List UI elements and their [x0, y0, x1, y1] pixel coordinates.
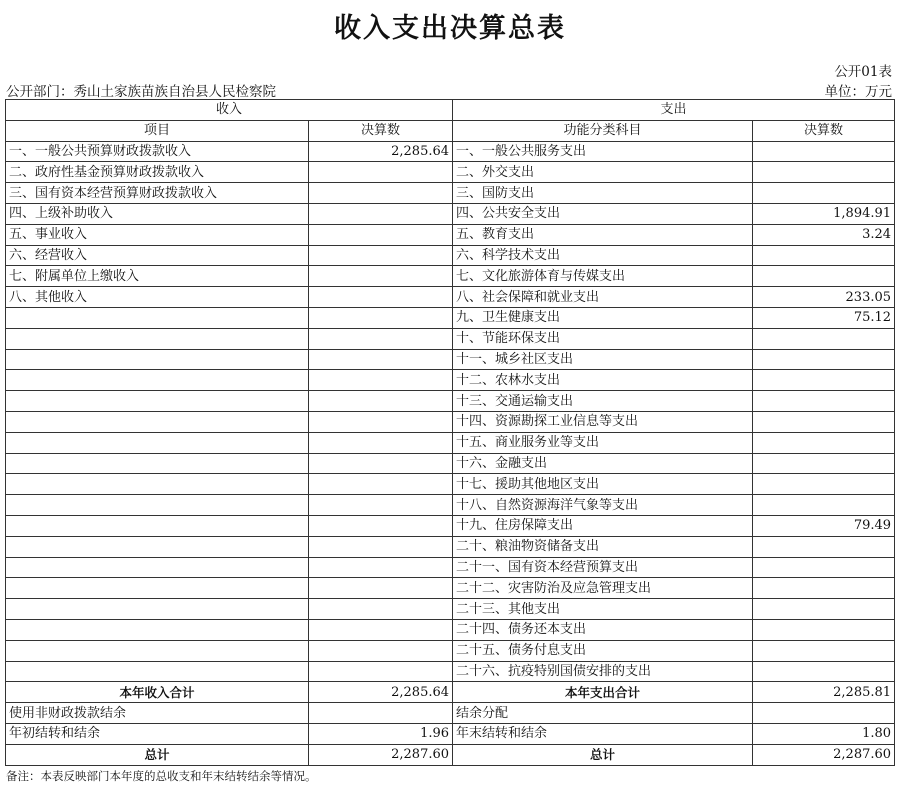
item-header: 项目 [6, 120, 309, 141]
income-item-label [6, 661, 309, 682]
income-item-value: 2,285.64 [309, 141, 453, 162]
expense-item-value [753, 245, 895, 266]
income-item-label [6, 599, 309, 620]
header-row-group [6, 100, 895, 121]
income-item-value [309, 287, 453, 308]
income-item-value [309, 307, 453, 328]
expense-item-label: 十八、自然资源海洋气象等支出 [453, 495, 753, 516]
income-item-value [309, 183, 453, 204]
grand-income-value: 2,287.60 [309, 744, 453, 765]
budget-table [5, 99, 895, 766]
table-row [6, 432, 895, 453]
expense-item-value [753, 370, 895, 391]
func-item-header: 功能分类科目 [453, 120, 753, 141]
income-item-label [6, 432, 309, 453]
income-item-label [6, 536, 309, 557]
income-item-value [309, 203, 453, 224]
income-item-value [309, 599, 453, 620]
expense-item-label: 十一、城乡社区支出 [453, 349, 753, 370]
grand-expense-label: 总计 [453, 744, 753, 765]
amount-header-2: 决算数 [753, 120, 895, 141]
income-item-value [309, 661, 453, 682]
expense-item-value [753, 411, 895, 432]
income-item-label [6, 557, 309, 578]
expense-item-value [753, 141, 895, 162]
table-row [6, 183, 895, 204]
table-row [6, 578, 895, 599]
expense-item-value [753, 619, 895, 640]
year-expense-value: 2,285.81 [753, 682, 895, 703]
expense-item-value [753, 266, 895, 287]
income-item-label: 四、上级补助收入 [6, 203, 309, 224]
expense-item-value [753, 453, 895, 474]
grand-expense-value: 2,287.60 [753, 744, 895, 765]
table-row [6, 557, 895, 578]
nonfiscal-value [309, 703, 453, 724]
income-item-label [6, 619, 309, 640]
income-header: 收入 [6, 100, 453, 121]
expense-item-label: 二十六、抗疫特别国债安排的支出 [453, 661, 753, 682]
expense-item-label: 二十一、国有资本经营预算支出 [453, 557, 753, 578]
expense-item-label: 二十二、灾害防治及应急管理支出 [453, 578, 753, 599]
income-item-label: 六、经营收入 [6, 245, 309, 266]
grand-income-label: 总计 [6, 744, 309, 765]
expense-item-label: 十二、农林水支出 [453, 370, 753, 391]
table-row [6, 599, 895, 620]
expense-item-value [753, 578, 895, 599]
income-item-value [309, 640, 453, 661]
income-item-label: 三、国有资本经营预算财政拨款收入 [6, 183, 309, 204]
income-item-value [309, 370, 453, 391]
expense-item-value [753, 495, 895, 516]
year-expense-label: 本年支出合计 [453, 682, 753, 703]
income-item-value [309, 245, 453, 266]
expense-item-value: 75.12 [753, 307, 895, 328]
table-row [6, 515, 895, 536]
income-item-label: 七、附属单位上缴收入 [6, 266, 309, 287]
year-total-row [6, 682, 895, 703]
income-item-label [6, 474, 309, 495]
income-item-label [6, 411, 309, 432]
table-row [6, 619, 895, 640]
table-row [6, 328, 895, 349]
expense-item-value [753, 536, 895, 557]
expense-item-label: 十五、商业服务业等支出 [453, 432, 753, 453]
carryover-row [6, 723, 895, 744]
income-item-value [309, 536, 453, 557]
table-row [6, 162, 895, 183]
footnote: 备注：本表反映部门本年度的总收支和年末结转结余等情况。 [6, 769, 317, 783]
form-number: 公开01表 [834, 64, 892, 80]
unit-label: 单位：万元 [824, 84, 892, 100]
table-row [6, 245, 895, 266]
header-row-columns [6, 120, 895, 141]
income-item-value [309, 266, 453, 287]
expense-item-label: 十七、援助其他地区支出 [453, 474, 753, 495]
expense-item-value [753, 391, 895, 412]
income-item-value [309, 453, 453, 474]
expense-item-value [753, 640, 895, 661]
begin-carryover-label: 年初结转和结余 [6, 723, 309, 744]
table-row [6, 474, 895, 495]
income-item-value [309, 349, 453, 370]
table-row [6, 349, 895, 370]
income-item-value [309, 619, 453, 640]
page-title: 收入支出决算总表 [334, 13, 566, 44]
expense-item-value [753, 599, 895, 620]
income-item-label [6, 453, 309, 474]
table-row [6, 203, 895, 224]
income-item-label: 一、一般公共预算财政拨款收入 [6, 141, 309, 162]
table-row [6, 141, 895, 162]
expense-item-label: 十四、资源勘探工业信息等支出 [453, 411, 753, 432]
income-item-value [309, 391, 453, 412]
end-carryover-value: 1.80 [753, 723, 895, 744]
table-row [6, 536, 895, 557]
grand-total-row [6, 744, 895, 765]
expense-item-label: 六、科学技术支出 [453, 245, 753, 266]
income-item-label [6, 495, 309, 516]
surplus-alloc-value [753, 703, 895, 724]
income-item-value [309, 432, 453, 453]
expense-item-label: 四、公共安全支出 [453, 203, 753, 224]
income-item-value [309, 474, 453, 495]
expense-item-label: 一、一般公共服务支出 [453, 141, 753, 162]
expense-item-value [753, 557, 895, 578]
expense-item-label: 十、节能环保支出 [453, 328, 753, 349]
expense-item-value [753, 328, 895, 349]
income-item-label [6, 370, 309, 391]
income-item-value [309, 411, 453, 432]
expense-item-label: 三、国防支出 [453, 183, 753, 204]
table-row [6, 661, 895, 682]
income-item-label [6, 578, 309, 599]
income-item-label: 八、其他收入 [6, 287, 309, 308]
income-item-label [6, 640, 309, 661]
income-item-label: 五、事业收入 [6, 224, 309, 245]
income-item-label [6, 391, 309, 412]
expense-item-label: 二、外交支出 [453, 162, 753, 183]
table-row [6, 266, 895, 287]
expense-item-value [753, 162, 895, 183]
expense-item-label: 九、卫生健康支出 [453, 307, 753, 328]
table-row [6, 640, 895, 661]
income-item-value [309, 495, 453, 516]
expense-item-value [753, 474, 895, 495]
year-income-value: 2,285.64 [309, 682, 453, 703]
expense-item-label: 十六、金融支出 [453, 453, 753, 474]
expense-item-value [753, 432, 895, 453]
income-item-value [309, 515, 453, 536]
table-row [6, 391, 895, 412]
end-carryover-label: 年末结转和结余 [453, 723, 753, 744]
table-row [6, 495, 895, 516]
table-row [6, 411, 895, 432]
expense-item-value [753, 349, 895, 370]
expense-item-label: 二十、粮油物资储备支出 [453, 536, 753, 557]
expense-item-label: 十三、交通运输支出 [453, 391, 753, 412]
table-row [6, 287, 895, 308]
table-row [6, 370, 895, 391]
amount-header: 决算数 [309, 120, 453, 141]
expense-item-value: 79.49 [753, 515, 895, 536]
begin-carryover-value: 1.96 [309, 723, 453, 744]
income-item-label: 二、政府性基金预算财政拨款收入 [6, 162, 309, 183]
expense-item-value: 1,894.91 [753, 203, 895, 224]
expense-item-value: 3.24 [753, 224, 895, 245]
expense-item-label: 十九、住房保障支出 [453, 515, 753, 536]
expense-item-value [753, 183, 895, 204]
surplus-alloc-label: 结余分配 [453, 703, 753, 724]
income-item-value [309, 328, 453, 349]
expense-item-label: 二十四、债务还本支出 [453, 619, 753, 640]
expense-item-label: 八、社会保障和就业支出 [453, 287, 753, 308]
income-item-label [6, 349, 309, 370]
expense-item-label: 五、教育支出 [453, 224, 753, 245]
nonfiscal-row [6, 703, 895, 724]
expense-item-label: 二十三、其他支出 [453, 599, 753, 620]
income-item-label [6, 328, 309, 349]
income-item-value [309, 224, 453, 245]
income-item-label [6, 307, 309, 328]
expense-item-value: 233.05 [753, 287, 895, 308]
nonfiscal-label: 使用非财政拨款结余 [6, 703, 309, 724]
table-row [6, 453, 895, 474]
expense-header: 支出 [453, 100, 895, 121]
table-row [6, 224, 895, 245]
income-item-value [309, 557, 453, 578]
income-item-label [6, 515, 309, 536]
table-row [6, 307, 895, 328]
expense-item-label: 七、文化旅游体育与传媒支出 [453, 266, 753, 287]
expense-item-value [753, 661, 895, 682]
expense-item-label: 二十五、债务付息支出 [453, 640, 753, 661]
income-item-value [309, 162, 453, 183]
department-label: 公开部门：秀山土家族苗族自治县人民检察院 [6, 84, 276, 100]
income-item-value [309, 578, 453, 599]
year-income-label: 本年收入合计 [6, 682, 309, 703]
